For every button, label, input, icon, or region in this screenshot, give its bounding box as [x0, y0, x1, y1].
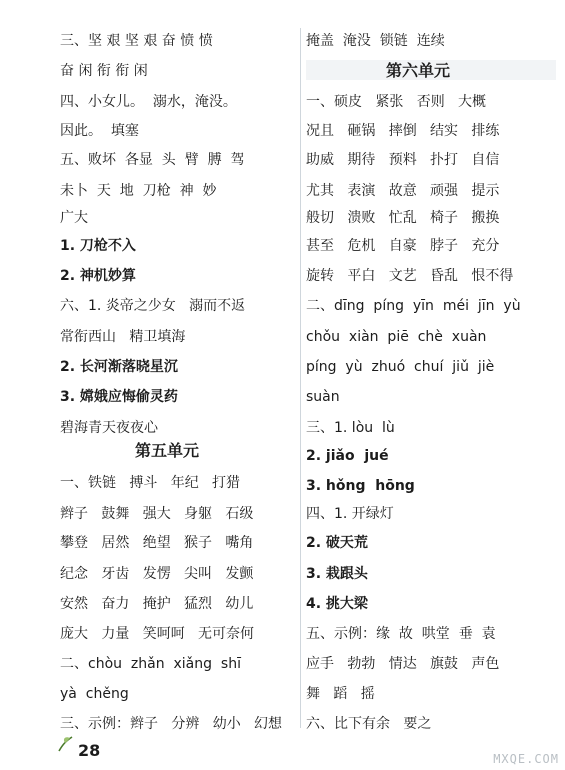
answer-line: suàn [306, 389, 340, 405]
answer-line: 五、败坏 各显 头 臂 膊 驾 [60, 152, 245, 168]
answer-line: 二、dīng píng yīn méi jīn yù [306, 298, 521, 314]
answer-line: 纪念 牙齿 发愣 尖叫 发颤 [60, 566, 254, 582]
answer-line: 甚至 危机 自豪 脖子 充分 [306, 238, 500, 254]
answer-line: chǒu xiàn piē chè xuàn [306, 329, 487, 345]
answer-line: 六、1. 炎帝之少女 溺而不返 [60, 298, 246, 314]
answer-line: 五、示例：缘 故 哄堂 垂 袁 [306, 626, 496, 642]
answer-line: 三、1. lòu lù [306, 420, 395, 436]
column-divider [300, 28, 301, 728]
answer-line: 一、硕皮 紧张 否则 大概 [306, 94, 487, 110]
answer-line: 2. 长河渐落晓星沉 [60, 359, 178, 375]
answer-line: 六、比下有余 要之 [306, 716, 432, 732]
answer-line: 广大 [60, 210, 88, 226]
answer-line: 掩盖 淹没 锁链 连续 [306, 33, 445, 49]
answer-line: 1. 刀枪不入 [60, 238, 136, 254]
answer-line: 三、示例：辫子 分辨 幼小 幻想 [60, 716, 283, 732]
answer-line: 助威 期待 预料 扑打 自信 [306, 152, 500, 168]
answer-line: píng yù zhuó chuí jiǔ jiè [306, 359, 495, 375]
answer-line: 碧海青天夜夜心 [60, 420, 158, 436]
answer-line: 般切 溃败 忙乱 椅子 搬换 [306, 210, 500, 226]
answer-line: 四、小女儿。 溺水，淹没。 [60, 94, 237, 110]
section-heading-unit5: 第五单元 [135, 441, 200, 460]
answer-line: 三、坚 艰 坚 艰 奋 愤 愤 [60, 33, 213, 49]
answer-line: 因此。 填塞 [60, 123, 139, 139]
answer-line: 2. 神机妙算 [60, 268, 136, 284]
answer-line: 4. 挑大梁 [306, 596, 368, 612]
answer-line: 庞大 力量 笑呵呵 无可奈何 [60, 626, 255, 642]
answer-line: 况且 砸锅 摔倒 结实 排练 [306, 123, 500, 139]
answer-line: 3. hǒng hōng [306, 478, 415, 494]
watermark: MXQE.COM [493, 752, 559, 766]
answer-line: 2. jiǎo jué [306, 448, 389, 464]
answer-line: 四、1. 开绿灯 [306, 506, 394, 522]
answer-line: 应手 勃勃 情达 旗鼓 声色 [306, 656, 500, 672]
answer-line: 3. 嫦娥应悔偷灵药 [60, 389, 178, 405]
answer-line: yà chěng [60, 686, 129, 702]
answer-line: 二、chòu zhǎn xiǎng shī [60, 656, 241, 672]
answer-line: 舞 蹈 摇 [306, 686, 375, 702]
answer-line: 常衔西山 精卫填海 [60, 329, 186, 345]
answer-line: 攀登 居然 绝望 猴子 嘴角 [60, 535, 254, 551]
answer-line: 安然 奋力 掩护 猛烈 幼儿 [60, 596, 254, 612]
answer-line: 一、铁链 搏斗 年纪 打猎 [60, 475, 241, 491]
leaf-icon [56, 734, 76, 754]
answer-line: 尤其 表演 故意 顽强 提示 [306, 183, 500, 199]
answer-line: 3. 栽跟头 [306, 566, 368, 582]
answer-line: 2. 破天荒 [306, 535, 368, 551]
page-number: 28 [78, 741, 101, 760]
section-heading-unit6: 第六单元 [386, 61, 451, 80]
answer-line: 奋 闲 衔 衔 闲 [60, 63, 148, 79]
answer-line: 未卜 天 地 刀枪 神 妙 [60, 183, 217, 199]
answer-line: 辫子 鼓舞 强大 身躯 石级 [60, 506, 254, 522]
answer-line: 旋转 平白 文艺 昏乱 恨不得 [306, 268, 514, 284]
